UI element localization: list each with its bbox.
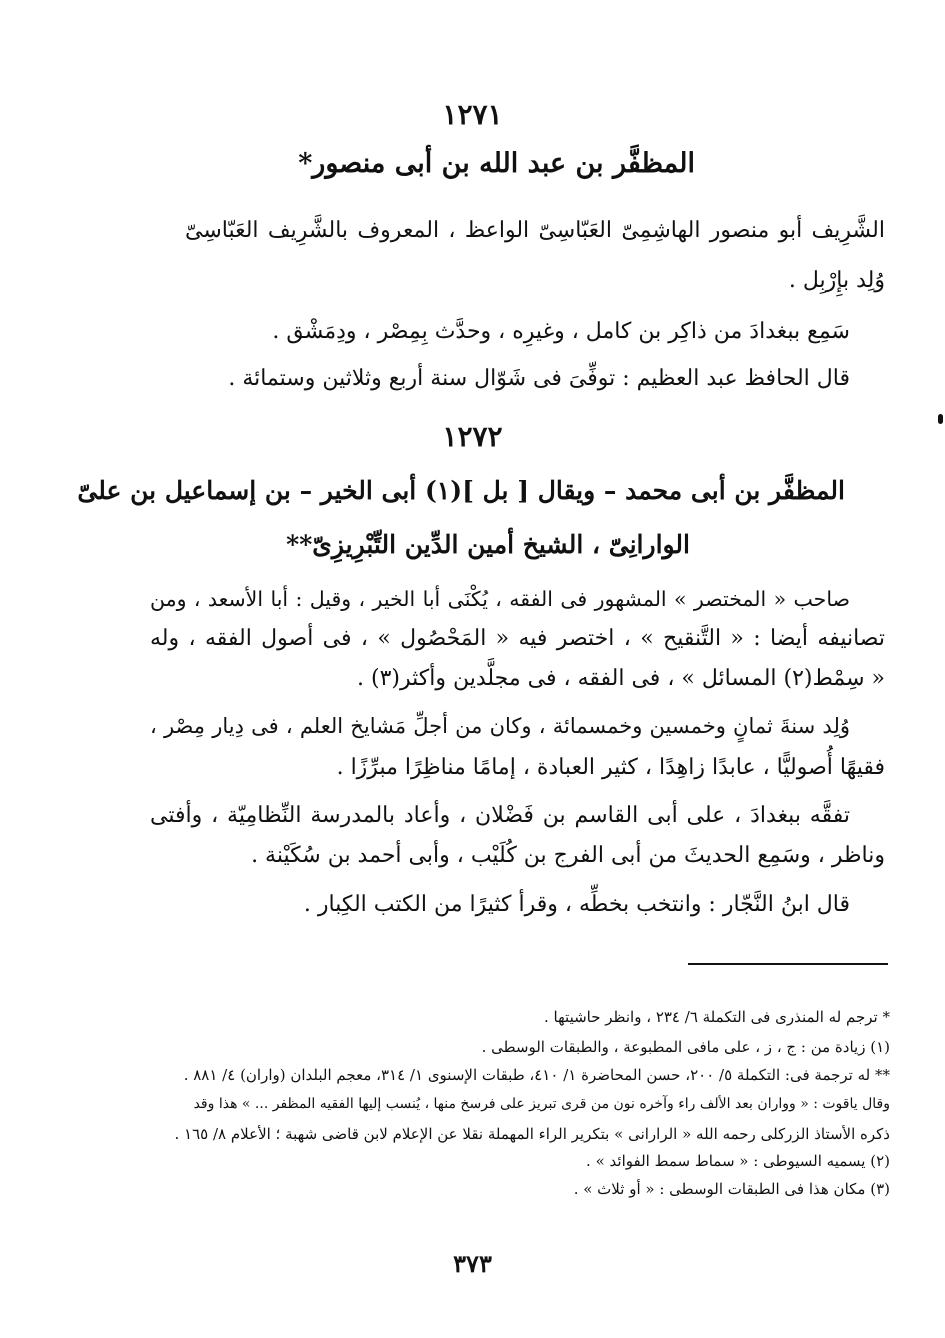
footnote: (٣) مكان هذا فى الطبقات الوسطى : « أو ثلاث » . <box>573 1180 890 1198</box>
footnote: * ترجم له المنذرى فى التكملة ٦/ ٢٣٤ ، وانظر حاشيتها . <box>544 1008 890 1026</box>
text-line: الشَّرِيف أبو منصور الهاشِمِىّ العَبّاسِىّ الواعظ ، المعروف بالشَّرِيف العَبّاسِىّ <box>185 218 885 243</box>
page-number: ٣٧٣ <box>453 1249 492 1278</box>
text-line: قال الحافظ عبد العظيم : توفِّىَ فى شَوّال سنة أربع وثلاثين وستمائة . <box>228 366 850 391</box>
text-line: فقيهًا أُصوليًّا ، عابدًا زاهِدًا ، كثير العبادة ، إمامًا مناظِرًا مبرِّزًا . <box>336 755 885 780</box>
entry-title: المظفَّر بن عبد الله بن أبى منصور* <box>298 148 695 179</box>
text-line: وناظر ، وسَمِع الحديثَ من أبى الفرج بن كُلَيْب ، وأبى أحمد بن سُكَيْنة . <box>251 843 885 868</box>
footnote: ** له ترجمة فى: التكملة ٥/ ٢٠٠، حسن المحاضرة ١/ ٤١٠، طبقات الإسنوى ١/ ٣١٤، معجم البلدان (واران) ٤/ ٨٨١ . <box>183 1066 890 1084</box>
footnote: (١) زيادة من : ج ، ز ، على مافى المطبوعة ، والطبقات الوسطى . <box>481 1038 890 1056</box>
text-line: قال ابنُ النَّجّار : وانتخب بخطِّه ، وقرأ كثيرًا من الكتب الكِبار . <box>303 892 850 917</box>
entry-title-line: المظفَّر بن أبى محمد – ويقال [ بل ](١) أبى الخير – بن إسماعيل بن علىّ <box>77 476 845 505</box>
footnote: (٢) يسميه السيوطى : « سماط سمط الفوائد » . <box>586 1152 890 1170</box>
text-line: وُلِد سنةَ ثمانٍ وخمسين وخمسمائة ، وكان من أجلِّ مَشايخ العلم ، فى دِيار مِصْر ، <box>150 714 850 738</box>
footnote-separator <box>688 963 888 965</box>
text-line: وُلِد بإِرْبِل . <box>788 268 885 293</box>
text-line: تصانيفه أيضا : « التَّنقيح » ، اختصر فيه « المَحْصُول » ، فى أصول الفقه ، وله <box>150 626 885 651</box>
footnote: وقال ياقوت : « وواران بعد الألف راء وآخره نون من قرى تبريز على فرسخ منها ، يُنسب إليها الفقيه المظفر ... » هذا وقد <box>193 1096 890 1112</box>
text-line: سَمِع ببغدادَ من ذاكِر بن كامل ، وغيرِه ، وحدَّث بِمِصْر ، ودِمَشْق . <box>272 319 850 344</box>
entry-title-line: الوارانِىّ ، الشيخ أمين الدِّين التِّبْرِيزِىّ** <box>286 530 690 559</box>
text-line: صاحب « المختصر » المشهور فى الفقه ، يُكْنَى أبا الخير ، وقيل : أبا الأسعد ، ومن <box>150 587 850 611</box>
text-line: « سِمْط(٢) المسائل » ، فى الفقه ، فى مجلَّدين وأكثر(٣) . <box>357 666 885 691</box>
entry-number: ١٢٧١ <box>442 98 503 131</box>
scan-edge-mark <box>938 414 943 424</box>
entry-number: ١٢٧٢ <box>442 420 503 453</box>
footnote: ذكره الأستاذ الزركلى رحمه الله « الرارانى » بتكرير الراء المهملة نقلا عن الإعلام لابن قاضى شهبة ؛ الأعلام ٨/ ١٦٥ . <box>174 1125 890 1143</box>
text-line: تفقَّه ببغدادَ ، على أبى القاسم بن فَضْلان ، وأعاد بالمدرسة النِّظامِيّة ، وأفتى <box>150 803 850 828</box>
